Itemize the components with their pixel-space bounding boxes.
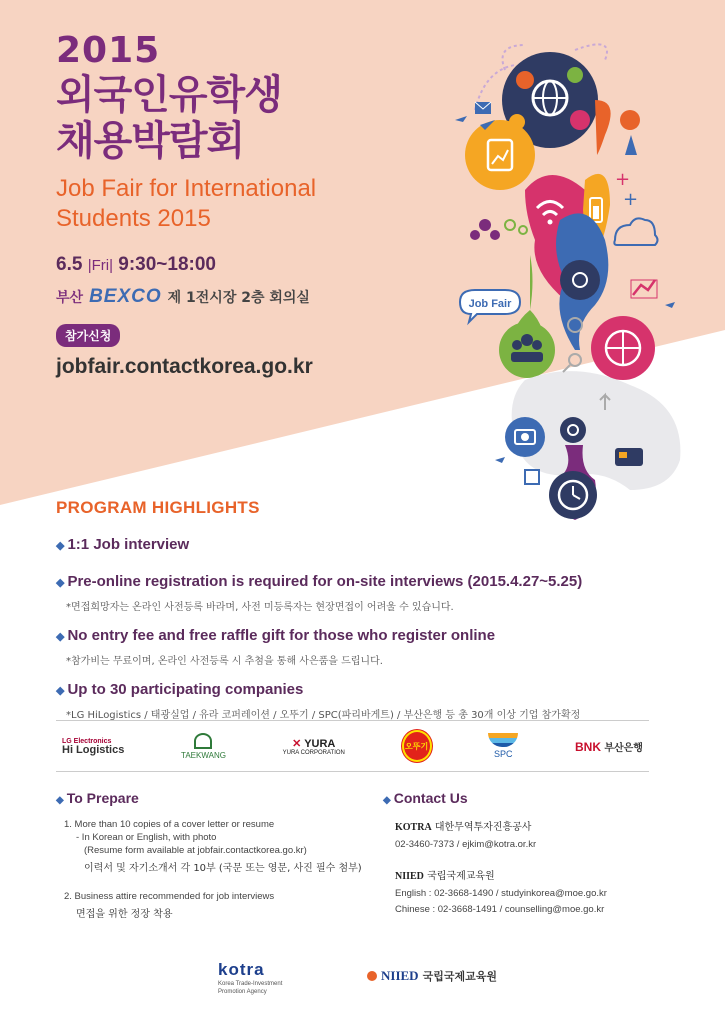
diamond-bullet-icon: ◆ (383, 795, 391, 806)
highlight-item (56, 573, 656, 613)
contact-niied-chinese[interactable]: Chinese : 02-3668-1491 / counselling@moe.go.kr (395, 904, 605, 915)
highlight-note: *면접희망자는 온라인 사전등록 바라며, 사전 미등록자는 현장면접이 어려울 수 있습니다. (66, 602, 454, 613)
svg-text:+: + (623, 189, 639, 210)
cloud-icon (614, 218, 657, 245)
chart-icon (633, 280, 655, 295)
time-value: 9:30~18:00 (118, 254, 216, 275)
prepare-item-2: 2. Business attire recommended for job interviews (64, 891, 275, 902)
highlight-title: Pre-online registration is required for on-site interviews (2015.4.27~5.25) (67, 573, 583, 590)
prepare-item-1-ko: 이력서 및 자기소개서 각 10부 (국문 또는 영문, 사진 필수 첨부) (84, 863, 362, 874)
prepare-item-2-ko: 면접을 위한 정장 착용 (76, 909, 173, 920)
venue (56, 286, 436, 308)
people-icon (512, 340, 522, 350)
people-icon (479, 219, 491, 231)
contact-section (383, 790, 683, 916)
highlight-item (56, 536, 656, 553)
highlight-note: *LG HiLogistics / 태광실업 / 유라 코퍼레이션 / 오뚜기 / SPC(파리바게트) / 부산은행 등 총 30개 이상 기업 참가확정 (66, 710, 581, 721)
highlight-item (56, 681, 656, 721)
airplane-icon (495, 457, 505, 463)
contact-niied-english[interactable]: English : 02-3668-1490 / studyinkorea@moe.go.kr (395, 888, 607, 899)
event-year: 2015 (56, 30, 161, 71)
date-value: 6.5 (56, 254, 83, 275)
prepare-item-1-sub: - In Korean or English, with photo (76, 832, 217, 843)
registration-url[interactable]: jobfair.contactkorea.go.kr (56, 355, 313, 378)
to-prepare-section (56, 790, 366, 922)
svg-text:+: + (615, 169, 631, 190)
footer-logos (0, 960, 725, 1000)
diamond-bullet-icon: ◆ (56, 631, 65, 643)
highlight-title: No entry fee and free raffle gift for those who register online (67, 627, 496, 644)
apply-badge: 참가신청 (56, 324, 120, 347)
speech-bubble-label: Job Fair (468, 298, 512, 310)
title-english-line1: Job Fair for International (56, 175, 317, 202)
diamond-bullet-icon: ◆ (56, 685, 65, 697)
illustration (455, 40, 725, 520)
highlight-title: Up to 30 participating companies (67, 681, 304, 698)
prepare-item-1-sub: (Resume form available at jobfair.contactkorea.go.kr) (84, 845, 307, 856)
bnk-logo: BNK 부산은행 (574, 739, 643, 754)
gear-icon (560, 417, 586, 443)
diamond-bullet-icon: ◆ (56, 577, 65, 589)
contact-org-niied: NIIED 국립국제교육원 (395, 871, 495, 882)
kotra-logo: kotra Korea Trade-Investment Promotion Agency (218, 960, 283, 995)
program-highlights (56, 498, 656, 721)
contact-org-kotra: KOTRA 대한무역투자진흥공사 (395, 822, 532, 833)
highlight-title: 1:1 Job interview (67, 536, 190, 553)
taekwang-logo: TAEKWANG (181, 733, 226, 760)
day-value: |Fri| (87, 257, 113, 274)
search-icon (569, 354, 581, 366)
prepare-item-1: 1. More than 10 copies of a cover letter or resume (64, 819, 275, 830)
contact-heading: Contact Us (393, 790, 468, 806)
diamond-bullet-icon: ◆ (56, 540, 65, 552)
lg-hilogistics-logo: LG Electronics Hi Logistics (62, 737, 125, 756)
diamond-bullet-icon: ◆ (56, 795, 64, 806)
company-logos (56, 720, 649, 772)
airplane-icon (665, 302, 675, 308)
airplane-icon (455, 116, 467, 122)
title-korean-line1: 외국인유학생 (56, 72, 282, 118)
program-heading: PROGRAM HIGHLIGHTS (56, 498, 260, 517)
highlight-item (56, 627, 656, 667)
bexco-logo: BEXCO (89, 286, 162, 307)
ottogi-logo: 오뚜기 (402, 730, 432, 762)
niied-logo: NIIED 국립국제교육원 (367, 968, 497, 984)
venue-detail: 제 1전시장 2층 회의실 (167, 290, 310, 306)
prepare-heading: To Prepare (66, 790, 139, 806)
niied-mark-icon (367, 971, 377, 981)
taekwang-mark-icon (194, 733, 212, 749)
spc-mark-icon (488, 733, 518, 747)
venue-city: 부산 (56, 290, 84, 306)
title-korean-line2: 채용박람회 (56, 118, 245, 164)
yura-logo: ✕ YURA YURA CORPORATION (282, 737, 345, 756)
contact-kotra-line[interactable]: 02-3460-7373 / ejkim@kotra.or.kr (395, 839, 537, 850)
highlight-note: *참가비는 무료이며, 온라인 사전등록 시 추첨을 통해 사은품을 드립니다. (66, 656, 383, 667)
hero-section (56, 30, 436, 379)
title-english-line2: Students 2015 (56, 205, 211, 232)
spc-logo: SPC (488, 733, 518, 759)
event-date (56, 254, 436, 276)
